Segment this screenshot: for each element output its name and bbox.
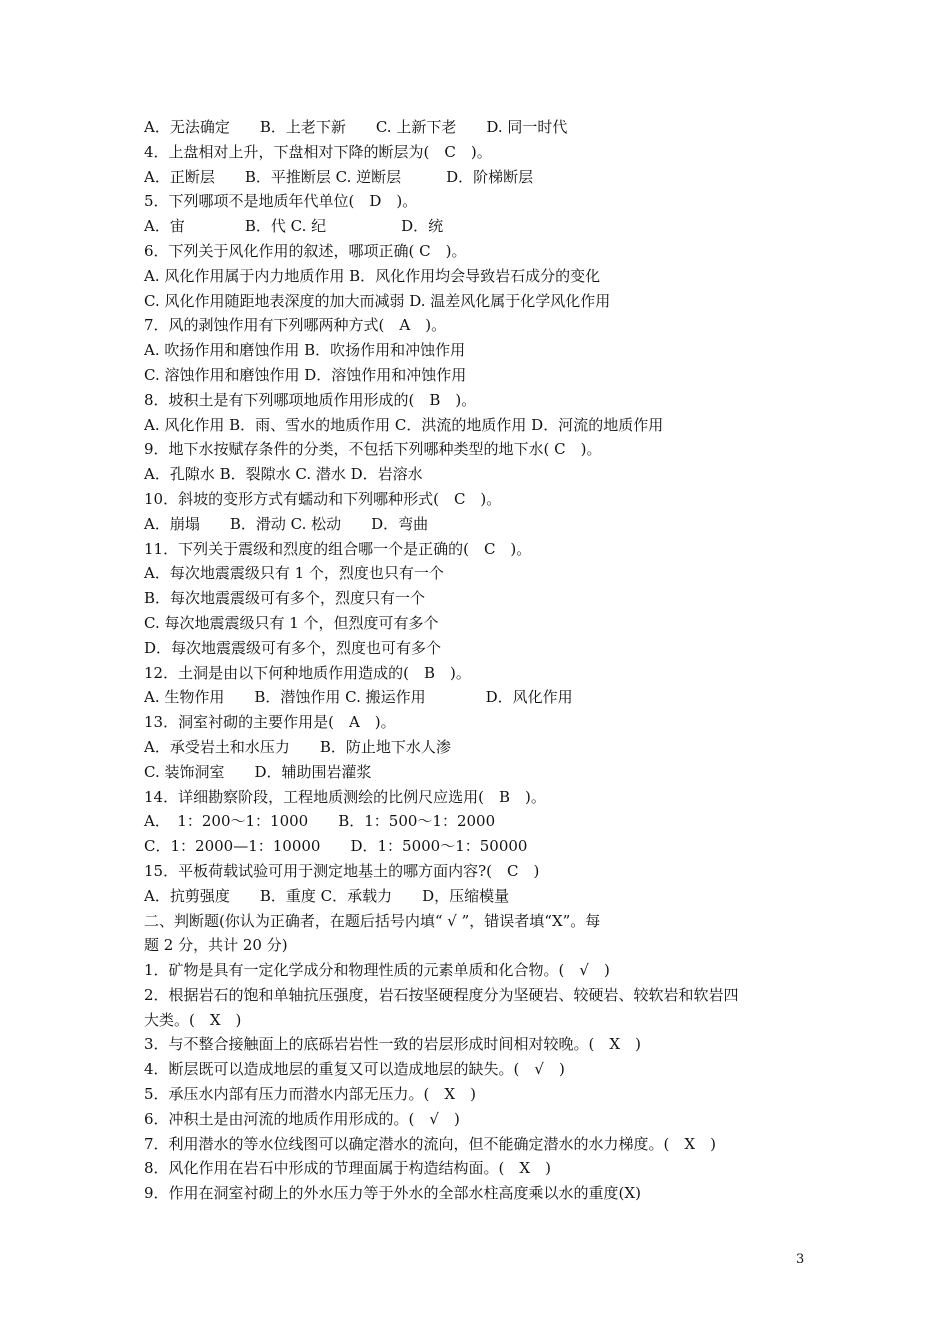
page-body — [144, 115, 824, 1206]
text-line: 4．上盘相对上升，下盘相对下降的断层为( C )。 — [144, 142, 492, 161]
text-line: A．孔隙水 B．裂隙水 C. 潜水 D．岩溶水 — [144, 465, 423, 484]
text-line: C. 装饰洞室 D．辅助围岩灌浆 — [144, 762, 372, 781]
text-line: B．每次地震震级可有多个，烈度只有一个 — [144, 589, 426, 608]
text-line: A．每次地震震级只有 1 个，烈度也只有一个 — [144, 564, 444, 583]
text-line: 9．作用在洞室衬砌上的外水压力等于外水的全部水柱高度乘以水的重度(X) — [144, 1184, 641, 1203]
text-line: 7．风的剥蚀作用有下列哪两种方式( A )。 — [144, 316, 447, 335]
text-line: C. 溶蚀作用和磨蚀作用 D．溶蚀作用和冲蚀作用 — [144, 365, 467, 384]
text-line: C. 风化作用随距地表深度的加大而减弱 D. 温差风化属于化学风化作用 — [144, 291, 611, 310]
text-line: 大类。( X ) — [144, 1010, 242, 1029]
text-line: 6．冲积土是由河流的地质作用形成的。( √ ) — [144, 1109, 460, 1128]
text-line: 3．与不整合接触面上的底砾岩岩性一致的岩层形成时间相对较晚。( X ) — [144, 1035, 641, 1054]
text-line: 4．断层既可以造成地层的重复又可以造成地层的缺失。( √ ) — [144, 1060, 565, 1079]
text-line: 5．下列哪项不是地质年代单位( D )。 — [144, 192, 418, 211]
text-line: 5．承压水内部有压力而潜水内部无压力。( X ) — [144, 1085, 476, 1104]
text-line: A. 吹扬作用和磨蚀作用 B．吹扬作用和冲蚀作用 — [144, 341, 466, 360]
text-line: 2．根据岩石的饱和单轴抗压强度，岩石按坚硬程度分为坚硬岩、较硬岩、较软岩和软岩四 — [144, 985, 739, 1004]
text-line: D．每次地震震级可有多个，烈度也可有多个 — [144, 638, 442, 657]
text-line: 12．土洞是由以下何种地质作用造成的( B )。 — [144, 663, 471, 682]
text-line: A. 生物作用 B．潜蚀作用 C. 搬运作用 D．风化作用 — [144, 688, 573, 707]
text-line: A. 风化作用 B．雨、雪水的地质作用 C．洪流的地质作用 D．河流的地质作用 — [144, 415, 664, 434]
text-line: A．崩塌 B．滑动 C. 松动 D．弯曲 — [144, 514, 429, 533]
text-line: 8．坡积土是有下列哪项地质作用形成的( B )。 — [144, 390, 477, 409]
text-line: 8．风化作用在岩石中形成的节理面属于构造结构面。( X ) — [144, 1159, 551, 1178]
text-line: A. 风化作用属于内力地质作用 B．风化作用均会导致岩石成分的变化 — [144, 266, 601, 285]
text-line: 14．详细勘察阶段，工程地质测绘的比例尺应选用( B )。 — [144, 787, 546, 806]
text-line: C．1：2000—1：10000 D．1：5000～1：50000 — [144, 837, 528, 856]
text-line: 题 2 分，共计 20 分) — [144, 936, 288, 955]
text-line: 6．下列关于风化作用的叙述，哪项正确( C )。 — [144, 241, 467, 260]
text-line: 10．斜坡的变形方式有蠕动和下列哪种形式( C )。 — [144, 489, 502, 508]
text-line: 11．下列关于震级和烈度的组合哪一个是正确的( C )。 — [144, 539, 532, 558]
text-line: 二、判断题(你认为正确者，在题后括号内填“ √ ”，错误者填“X”。每 — [144, 911, 601, 930]
text-line: A． 1：200～1：1000 B．1：500～1：2000 — [144, 812, 496, 831]
text-line: A．正断层 B．平推断层 C. 逆断层 D．阶梯断层 — [144, 167, 534, 186]
text-line: 1．矿物是具有一定化学成分和物理性质的元素单质和化合物。( √ ) — [144, 961, 610, 980]
text-line: A．无法确定 B．上老下新 C. 上新下老 D. 同一时代 — [144, 118, 568, 136]
text-line: A．承受岩土和水压力 B．防止地下水人渗 — [144, 737, 451, 756]
text-line: 9．地下水按赋存条件的分类，不包括下列哪种类型的地下水( C )。 — [144, 440, 602, 459]
text-line: A．抗剪强度 B．重度 C．承载力 D，压缩模量 — [144, 886, 510, 905]
text-line: C. 每次地震震级只有 1 个，但烈度可有多个 — [144, 613, 439, 632]
text-line: 13．洞室衬砌的主要作用是( A )。 — [144, 713, 396, 732]
page-number: 3 — [796, 1252, 805, 1267]
text-line: A．宙 B．代 C. 纪 D．统 — [144, 217, 444, 236]
text-line: 15．平板荷载试验可用于测定地基土的哪方面内容?( C ) — [144, 861, 540, 880]
text-line: 7．利用潜水的等水位线图可以确定潜水的流向，但不能确定潜水的水力梯度。( X ) — [144, 1134, 716, 1153]
